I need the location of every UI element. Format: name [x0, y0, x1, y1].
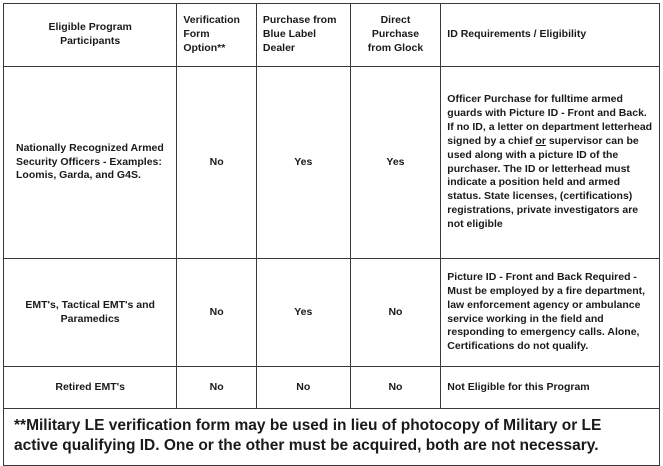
cell-direct-from-glock: No — [350, 367, 441, 409]
cell-blue-label-dealer: Yes — [256, 259, 350, 367]
cell-id-requirements: Not Eligible for this Program — [441, 367, 660, 409]
table-row — [4, 67, 660, 259]
header-line: Direct — [380, 14, 411, 27]
header-line: ID Requirements / Eligibility — [447, 28, 587, 41]
cell-id-requirements: Picture ID - Front and Back Required - Must be employed by a fire department, law enforcement agency or ambulance service working in the field and responding to emergency calls. Alone, Certifications do not qualify. — [441, 259, 660, 367]
header-line: Participants — [60, 35, 121, 47]
column-header-direct-purchase — [350, 4, 441, 67]
cell-verification-form: No — [177, 367, 257, 409]
cell-direct-from-glock: No — [350, 259, 441, 367]
header-line: Verification — [183, 14, 240, 27]
cell-id-requirements — [441, 67, 660, 259]
cell-direct-from-glock: Yes — [350, 67, 441, 259]
column-header-blue-label-dealer — [256, 4, 350, 67]
table-header-row — [4, 4, 660, 67]
cell-participants: Nationally Recognized Armed Security Officers - Examples: Loomis, Garda, and G4S. — [4, 67, 177, 259]
id-requirements-underlined: or — [535, 134, 546, 147]
header-line: Option** — [183, 41, 226, 54]
id-requirements-post: supervisor can be used along with a picture ID of the purchaser. The ID or letterhead must indicate a position held and armed status. State licenses, (certifications) registrations, private investigators are not eligible — [447, 134, 639, 230]
header-line: Form — [183, 28, 210, 41]
cell-participants: EMT's, Tactical EMT's and Paramedics — [4, 259, 177, 367]
column-header-id-requirements — [441, 4, 660, 67]
cell-blue-label-dealer: No — [256, 367, 350, 409]
table-row — [4, 259, 660, 367]
cell-participants: Retired EMT's — [4, 367, 177, 409]
id-requirements-pre: Officer Purchase for fulltime armed guards with Picture ID - Front and Back. If no ID, a letter on department letterhead signed by a chief — [447, 93, 653, 147]
cell-verification-form: No — [177, 259, 257, 367]
footer-note: **Military LE verification form may be used in lieu of photocopy of Military or LE active qualifying ID. One or the other must be acquired, both are not necessary. — [3, 409, 660, 466]
column-header-participants — [4, 4, 177, 67]
eligibility-table — [3, 3, 660, 409]
header-line: Purchase — [371, 28, 420, 41]
header-line: from Glock — [367, 41, 424, 54]
header-line: Dealer — [262, 41, 296, 54]
cell-blue-label-dealer: Yes — [256, 67, 350, 259]
column-header-verification-form — [177, 4, 257, 67]
table-row — [4, 367, 660, 409]
header-line: Eligible Program — [48, 21, 132, 34]
header-line: Purchase from — [262, 14, 337, 27]
cell-verification-form: No — [177, 67, 257, 259]
header-line: Blue Label — [262, 28, 317, 41]
